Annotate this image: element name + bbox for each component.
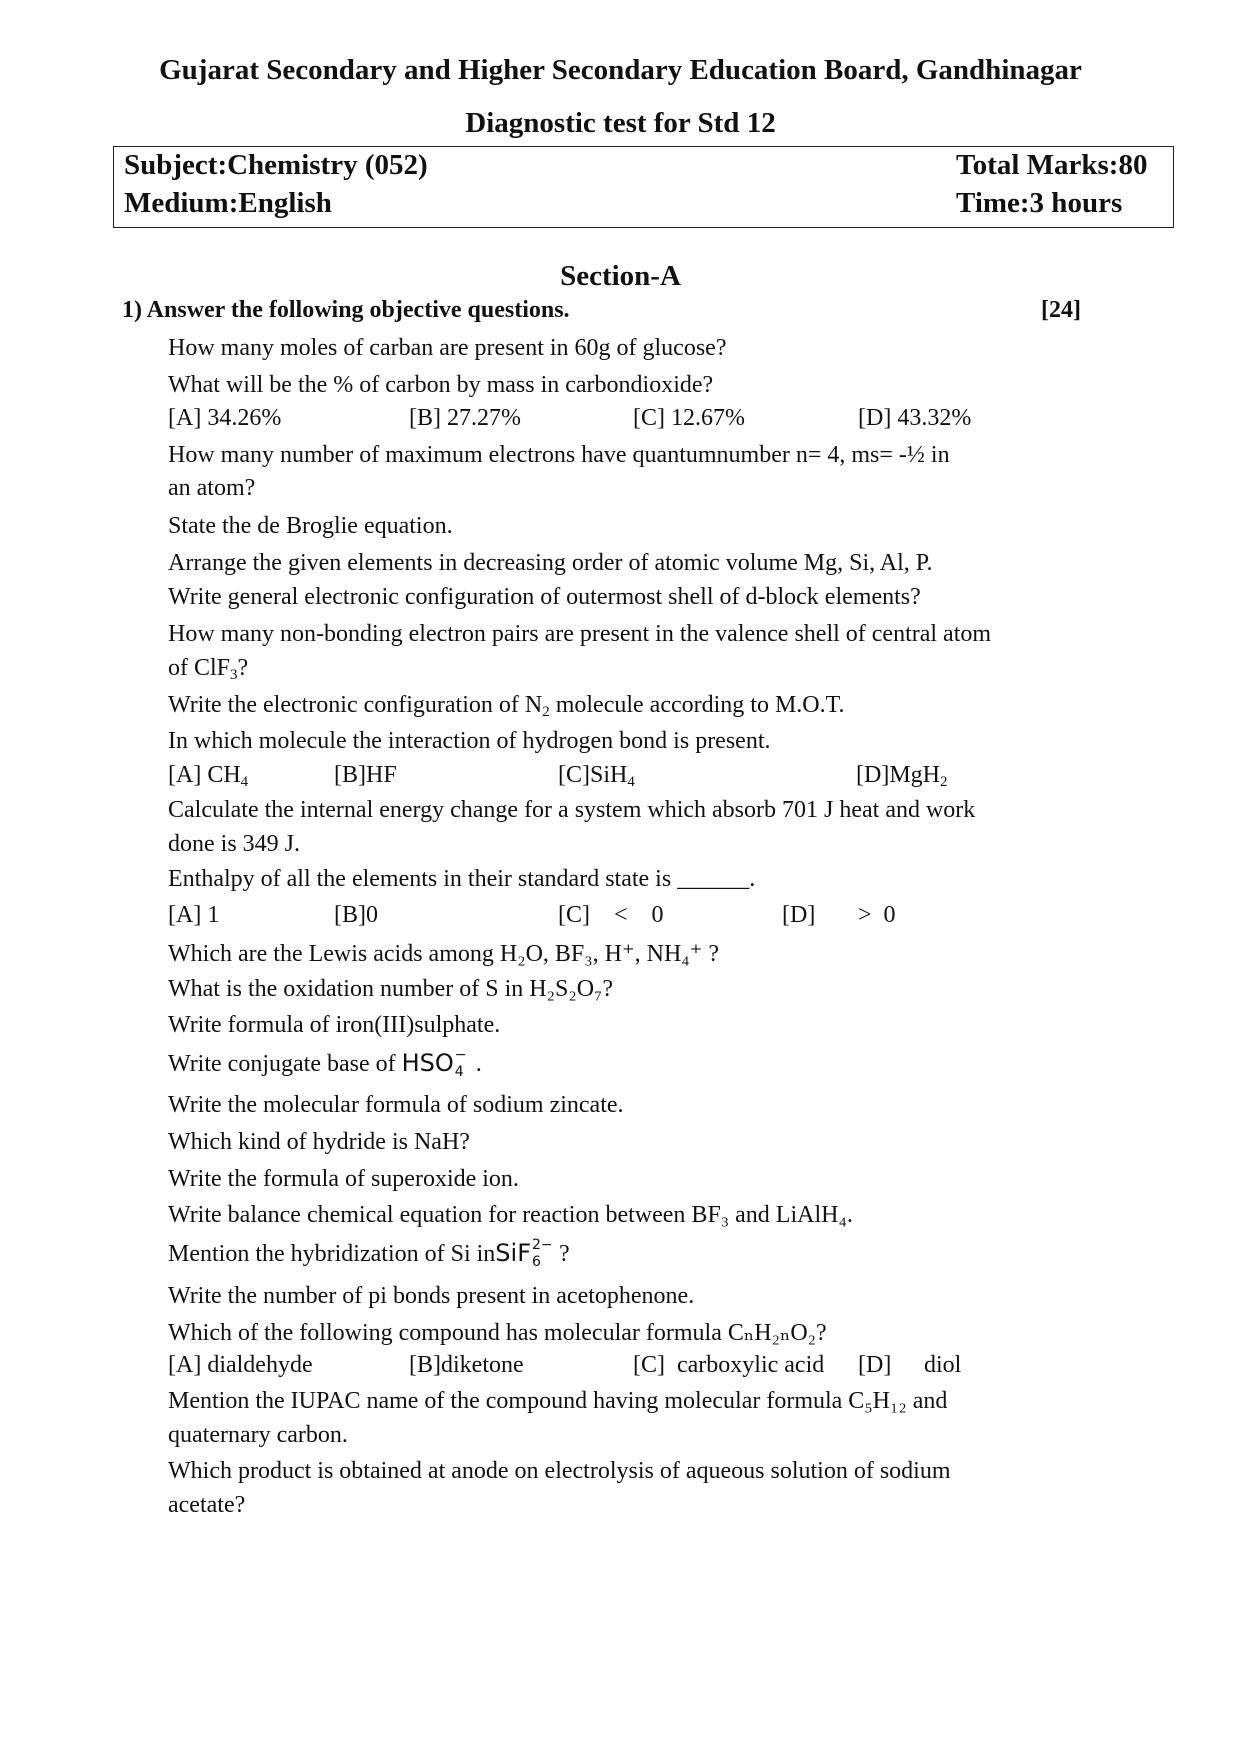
question-text: Write conjugate base of HSO − 4 . [168, 1047, 482, 1080]
medium-label: Medium:English [124, 187, 332, 219]
question-text: What is the oxidation number of S in H₂S₂O₇? [168, 976, 614, 1002]
question-text: In which molecule the interaction of hydrogen bond is present. [168, 728, 771, 754]
hso4-ion-formula: HSO − 4 [401, 1047, 467, 1080]
question-text: of ClF$_3$? [168, 655, 249, 683]
question-text: Write the molecular formula of sodium zincate. [168, 1092, 624, 1118]
question-text: an atom? [168, 475, 256, 501]
question-text: Which are the Lewis acids among H₂O, BF₃, H⁺, NH₄⁺ ? [168, 941, 719, 967]
question-heading: 1) Answer the following objective questions. [122, 297, 570, 323]
option-b: [B] 27.27% [409, 405, 521, 431]
question-text: Mention the hybridization of Si inSiF 2− 6 ? [168, 1237, 570, 1270]
option-d: [D] [858, 1352, 892, 1378]
question-text: Write the electronic configuration of $N_2$ molecule according to M.O.T. [168, 692, 845, 720]
question-text: acetate? [168, 1492, 246, 1518]
question-text: Write the formula of superoxide ion. [168, 1166, 519, 1192]
question-text: Write general electronic configuration of outermost shell of d-block elements? [168, 584, 921, 610]
question-text: Write the number of pi bonds present in acetophenone. [168, 1283, 695, 1309]
option-a: [A] $CH_4$ [168, 762, 249, 790]
question-text: Mention the IUPAC name of the compound having molecular formula C₅H₁₂ and [168, 1388, 948, 1414]
question-text: Calculate the internal energy change for a system which absorb 701 J heat and work [168, 797, 976, 823]
question-text: How many non-bonding electron pairs are present in the valence shell of central atom [168, 621, 992, 647]
board-title: Gujarat Secondary and Higher Secondary Education Board, Gandhinagar [159, 54, 1082, 86]
question-text: State the de Broglie equation. [168, 513, 453, 539]
subject-label: Subject:Chemistry (052) [124, 149, 428, 181]
option-d: [D] [782, 902, 816, 928]
section-title: Section-A [560, 260, 681, 292]
question-text: How many moles of carban are present in 60g of glucose? [168, 335, 727, 361]
option-b: [B]0 [334, 902, 378, 928]
option-c: [C] 12.67% [633, 405, 745, 431]
option-c: [C] < 0 [558, 902, 664, 928]
option-c: [C]SiH$_4$ [558, 762, 635, 790]
info-box [113, 146, 1174, 228]
option-a: [A] 34.26% [168, 405, 282, 431]
option-b: [B]diketone [409, 1352, 524, 1378]
question-text: What will be the % of carbon by mass in carbondioxide? [168, 372, 714, 398]
option-b: [B]HF [334, 762, 397, 788]
option-a: [A] 1 [168, 902, 220, 928]
question-text: Which product is obtained at anode on electrolysis of aqueous solution of sodium [168, 1458, 951, 1484]
time-label: Time:3 hours [956, 187, 1123, 219]
option-d: [D]MgH$_2$ [856, 762, 948, 790]
total-marks-label: Total Marks:80 [956, 149, 1148, 181]
question-marks: [24] [1041, 297, 1081, 323]
question-text: Arrange the given elements in decreasing order of atomic volume Mg, Si, Al, P. [168, 550, 933, 576]
test-title: Diagnostic test for Std 12 [465, 107, 776, 139]
question-text: Which kind of hydride is NaH? [168, 1129, 470, 1155]
question-text: done is 349 J. [168, 831, 300, 857]
question-text: quaternary carbon. [168, 1422, 348, 1448]
option-c: [C] carboxylic acid [633, 1352, 825, 1378]
option-d: [D] 43.32% [858, 405, 972, 431]
question-text: Write balance chemical equation for reaction between BF₃ and LiAlH₄. [168, 1202, 853, 1228]
question-text: Enthalpy of all the elements in their standard state is ______. [168, 866, 756, 892]
option-d-value: > 0 [858, 902, 896, 928]
question-text: Write formula of iron(III)sulphate. [168, 1012, 501, 1038]
option-d-value: diol [924, 1352, 962, 1378]
sif6-ion-formula: SiF 2− 6 [495, 1237, 553, 1270]
question-text: How many number of maximum electrons have quantumnumber n= 4, ms= -½ in [168, 442, 950, 468]
question-text: Which of the following compound has molecular formula CₙH₂ₙO₂? [168, 1320, 827, 1346]
option-a: [A] dialdehyde [168, 1352, 313, 1378]
